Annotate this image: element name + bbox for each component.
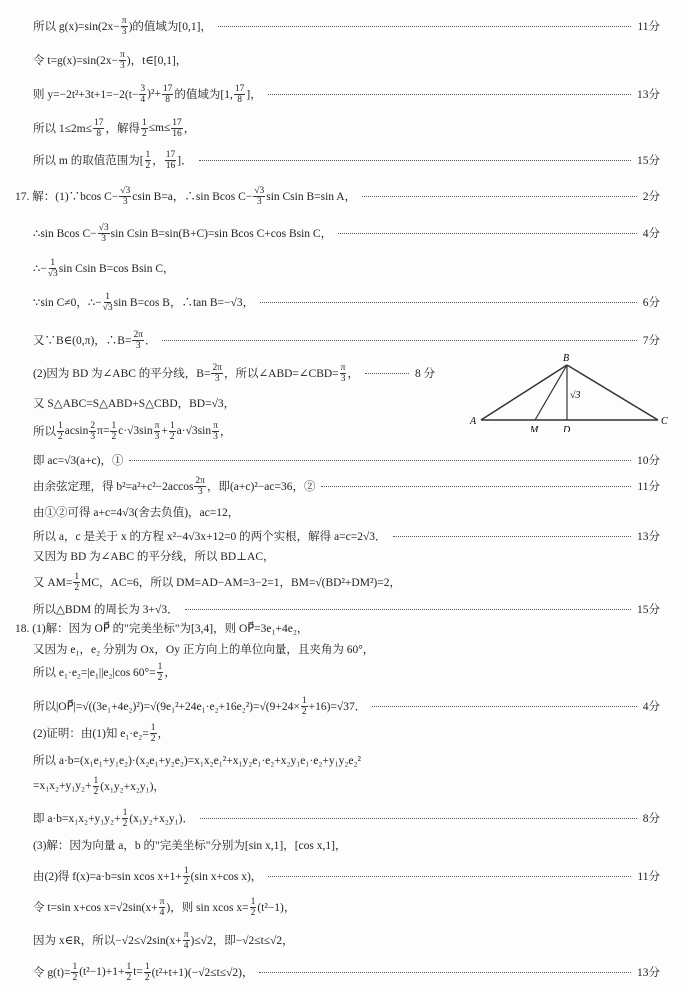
- text-segment: 所以|OP⃗|=√((3e₁+4e₂)²)=√(9e₁²+24e₁·e₂+16e₂²)=√(9+24×: [33, 701, 300, 713]
- solution-line: [33, 220, 660, 246]
- fraction: [71, 962, 78, 983]
- text-segment: 由①②可得 a+c=4√3(舍去负值)，ac=12，: [33, 507, 240, 519]
- text-segment: )≤√2，即−√2≤t≤√2，: [190, 935, 294, 947]
- text-segment: ≤m≤: [148, 122, 171, 134]
- line-text: [33, 258, 175, 279]
- numerator: π: [119, 49, 125, 60]
- dotted-leader: [372, 706, 637, 707]
- fraction: [57, 421, 64, 442]
- numerator: 1: [105, 291, 111, 302]
- solution-line: [33, 47, 660, 73]
- line-text: [33, 837, 346, 853]
- line-text: [33, 548, 275, 564]
- dotted-leader: [338, 233, 637, 234]
- fraction: [250, 897, 257, 918]
- denominator: 8: [96, 128, 102, 139]
- line-text: [33, 866, 262, 887]
- fraction: [183, 866, 190, 887]
- text-segment: ，: [347, 368, 359, 380]
- dotted-leader: [199, 160, 631, 161]
- line-text: [33, 150, 193, 171]
- score-points: 7分: [642, 335, 660, 347]
- solution-line: [33, 447, 660, 473]
- score-points: 13分: [637, 89, 660, 101]
- text-segment: ，: [219, 426, 232, 438]
- text-segment: 令 t=g(x)=sin(2x−: [33, 55, 118, 67]
- score-points: 13分: [637, 967, 660, 979]
- text-segment: 所以 a·b=(x₁e₁+y₁e₂)·(x₂e₁+y₂e₂)=x₁x₂e₁²+x₁y₂e₁·e₂+x₂y₁e₁·e₂+y₁y₂e₂²: [33, 755, 361, 767]
- text-segment: 又因为 BD 为∠ABC 的平分线，所以 BD⊥AC，: [33, 551, 275, 563]
- numerator: 17: [165, 149, 176, 160]
- fraction: [165, 150, 177, 171]
- fraction: [154, 421, 161, 442]
- numerator: 1: [141, 117, 147, 128]
- text-segment: 则 y=−2t²+3t+1=−2(t−: [33, 89, 139, 101]
- fraction: [89, 421, 96, 442]
- numerator: 1: [50, 257, 56, 268]
- numerator: π: [340, 362, 346, 373]
- numerator: 1: [74, 571, 80, 582]
- fraction: [169, 421, 176, 442]
- text-segment: ∵sin C≠0，∴−: [33, 297, 102, 309]
- line-text: [15, 186, 356, 207]
- solution-line: [33, 327, 660, 353]
- numerator: 1: [150, 722, 156, 733]
- numerator: π: [121, 15, 127, 26]
- text-segment: 所以: [33, 426, 56, 438]
- text-segment: +16)=√37．: [308, 701, 367, 713]
- solution-line: [33, 147, 660, 173]
- score-points: 15分: [637, 155, 660, 167]
- solution-line: [33, 289, 660, 315]
- fraction: [340, 363, 347, 384]
- denominator: 2: [111, 431, 117, 442]
- numerator: 1: [145, 149, 151, 160]
- fraction: [211, 363, 223, 384]
- score-points: 8分: [642, 813, 660, 825]
- denominator: 3: [340, 373, 346, 384]
- text-segment: ，解得: [105, 123, 140, 135]
- line-text: [33, 962, 253, 983]
- text-segment: (2)证明：由(1)知 e₁·e₂=: [33, 728, 149, 740]
- text-segment: 又 AM=: [33, 577, 73, 589]
- solution-line: [33, 773, 660, 799]
- text-segment: 又因为 e₁，e₂ 分别为 Ox，Oy 正方向上的单位向量，且夹角为 60°，: [33, 644, 375, 656]
- dotted-leader: [321, 486, 631, 487]
- label-d: D: [563, 425, 571, 432]
- score-points: 15分: [637, 604, 660, 616]
- score-points: 6分: [642, 297, 660, 309]
- text-segment: 所以 a，c 是关于 x 的方程 x²−4√3x+12=0 的两个实根，解得 a=c=2√3．: [33, 531, 387, 543]
- line-text: [33, 897, 295, 918]
- numerator: 1: [301, 695, 307, 706]
- text-segment: 所以 1≤2m≤: [33, 123, 92, 135]
- text-segment: π=: [97, 425, 110, 437]
- text-segment: 由(2)得 f(x)=a·b=sin xcos x+1+: [33, 871, 182, 883]
- fraction: [301, 696, 308, 717]
- solution-line: [33, 473, 660, 499]
- solution-line: [33, 832, 660, 858]
- fraction: [159, 897, 166, 918]
- text-segment: ∴sin Bcos C−: [33, 228, 97, 240]
- denominator: 3: [214, 373, 220, 384]
- line-text: [33, 16, 212, 37]
- fraction: [125, 962, 132, 983]
- text-segment: ，: [183, 123, 196, 135]
- text-segment: 令 t=sin x+cos x=√2sin(x+: [33, 902, 158, 914]
- dotted-leader: [365, 373, 409, 374]
- fraction: [93, 776, 100, 797]
- side-ab: [481, 365, 567, 420]
- numerator: 1: [72, 961, 78, 972]
- solution-line: [33, 693, 660, 719]
- fraction: [73, 572, 80, 593]
- text-segment: (3)解：因为向量 a，b 的"完美坐标"分别为[sin x,1]，[cos x,1]，: [33, 840, 347, 852]
- numerator: 1: [58, 420, 63, 431]
- side-bc: [567, 365, 658, 420]
- text-segment: ，: [152, 155, 164, 167]
- fraction: [93, 118, 105, 139]
- numerator: π: [159, 896, 165, 907]
- numerator: 1: [250, 896, 256, 907]
- denominator: 2: [301, 706, 307, 717]
- line-text: [33, 572, 401, 593]
- fraction: [162, 84, 174, 105]
- label-m: M: [530, 425, 539, 432]
- score-points: 4分: [642, 228, 660, 240]
- dotted-leader: [268, 94, 631, 95]
- denominator: 2: [126, 972, 132, 983]
- denominator: 3: [135, 340, 141, 351]
- denominator: 4: [159, 907, 165, 918]
- fraction: [110, 421, 117, 442]
- text-segment: 又∵B∈(0,π)，∴B=: [33, 335, 132, 347]
- dotted-leader: [393, 536, 631, 537]
- text-segment: sin B=cos B，∴tan B=−√3，: [113, 297, 255, 309]
- line-text: [15, 620, 308, 636]
- fraction: [139, 84, 146, 105]
- text-segment: ]．: [177, 155, 193, 167]
- score-points: 2分: [642, 191, 660, 203]
- text-segment: MC，AC=6，所以 DM=AD−AM=3−2=1，BM=√(BD²+DM²)=2，: [81, 577, 401, 589]
- score-points: 11分: [637, 871, 660, 883]
- numerator: 1: [126, 961, 132, 972]
- text-segment: 18. (1)解：因为 OP⃗ 的"完美坐标"为[3,4]，则 OP⃗=3e₁+4e₂，: [15, 623, 309, 635]
- numerator: 2π: [195, 475, 205, 486]
- line-text: [33, 752, 361, 768]
- numerator: 2: [90, 420, 96, 431]
- denominator: 2: [157, 672, 163, 683]
- text-segment: csin B=a，∴sin Bcos C−: [132, 191, 253, 203]
- numerator: 1: [111, 420, 117, 431]
- numerator: π: [213, 420, 218, 431]
- numerator: 2π: [212, 362, 222, 373]
- text-segment: sin Csin B=sin A，: [266, 191, 357, 203]
- line-text: [33, 776, 165, 797]
- fraction: [119, 50, 126, 71]
- text-segment: 所以 g(x)=sin(2x−: [33, 21, 120, 33]
- label-bd-length: √3: [570, 390, 581, 401]
- line-text: [33, 84, 262, 105]
- text-segment: 所以△BDM 的周长为 3+√3．: [33, 604, 179, 616]
- fraction: [150, 723, 157, 744]
- text-segment: (t²−1)，: [257, 902, 296, 914]
- text-segment: )²+: [147, 88, 161, 100]
- score-points: 11分: [637, 481, 660, 493]
- solution-line: [33, 659, 660, 685]
- numerator: 17: [234, 83, 245, 94]
- dotted-leader: [260, 302, 637, 303]
- dotted-leader: [259, 972, 631, 973]
- numerator: 1: [157, 661, 163, 672]
- text-segment: ]，: [246, 89, 262, 101]
- line-text: [33, 476, 315, 497]
- denominator: 3: [256, 196, 262, 207]
- text-segment: t=: [133, 966, 143, 978]
- dotted-leader: [200, 818, 637, 819]
- score-points: 4分: [642, 701, 660, 713]
- text-segment: 所以 m 的取值范围为[: [33, 155, 144, 167]
- text-segment: acsin: [64, 425, 89, 437]
- line-text: [33, 662, 176, 683]
- text-segment: (x₁y₂+x₂y₁)，: [100, 781, 165, 793]
- solution-line: [33, 543, 660, 569]
- line-text: [33, 930, 294, 951]
- denominator: 4: [140, 94, 146, 105]
- text-segment: (t²+t+1)(−√2≤t≤√2)，: [151, 967, 254, 979]
- denominator: 3: [154, 431, 160, 442]
- fraction: [253, 186, 265, 207]
- fraction: [212, 421, 219, 442]
- text-segment: (t²−1)+1+: [79, 966, 125, 978]
- numerator: 2π: [133, 329, 143, 340]
- denominator: 3: [213, 431, 218, 442]
- fraction: [121, 16, 128, 37]
- solution-line: [33, 927, 660, 953]
- numerator: 1: [144, 961, 150, 972]
- denominator: 3: [101, 233, 107, 244]
- numerator: √3: [254, 185, 265, 196]
- denominator: 3: [90, 431, 96, 442]
- numerator: π: [183, 929, 189, 940]
- text-segment: 17. 解：(1)∵bcos C−: [15, 191, 119, 203]
- solution-line: [33, 81, 660, 107]
- line-text: [33, 504, 239, 520]
- fraction: [145, 150, 152, 171]
- line-text: [33, 421, 231, 442]
- fraction: [48, 258, 58, 279]
- score-points: 11分: [637, 21, 660, 33]
- denominator: 2: [150, 733, 156, 744]
- text-segment: 由余弦定理，得 b²=a²+c²−2accos: [33, 481, 194, 493]
- fraction: [132, 330, 144, 351]
- text-segment: 因为 x∈R，所以−√2≤√2sin(x+: [33, 935, 182, 947]
- numerator: 17: [172, 117, 182, 128]
- solution-line: [33, 255, 660, 281]
- denominator: 2: [250, 907, 256, 918]
- denominator: 8: [237, 94, 242, 105]
- text-segment: (2)因为 BD 为∠ABC 的平分线，B=: [33, 368, 211, 380]
- denominator: 3: [122, 196, 128, 207]
- denominator: 2: [145, 160, 151, 171]
- fraction: [194, 476, 206, 497]
- solution-line: [33, 499, 660, 525]
- text-segment: ∴−: [33, 263, 47, 275]
- denominator: 16: [172, 128, 182, 139]
- solution-line: [33, 115, 660, 141]
- dotted-leader: [162, 340, 636, 341]
- numerator: 1: [183, 865, 189, 876]
- line-text: [33, 223, 332, 244]
- denominator: 2: [58, 431, 63, 442]
- label-c: C: [661, 416, 668, 427]
- score-points: 8 分: [414, 368, 436, 380]
- numerator: 17: [162, 83, 173, 94]
- solution-line: [33, 720, 660, 746]
- text-segment: 所以 e₁·e₂=|e₁||e₂|cos 60°=: [33, 667, 156, 679]
- line-text: [33, 452, 123, 468]
- text-segment: 即 ac=√3(a+c)，①: [33, 455, 124, 467]
- fraction: [141, 118, 148, 139]
- dotted-leader: [129, 460, 631, 461]
- text-segment: )的值域为[0,1]，: [128, 21, 212, 33]
- denominator: 2: [183, 876, 189, 887]
- denominator: 3: [119, 60, 125, 71]
- denominator: 4: [183, 940, 189, 951]
- text-segment: sin Csin B=sin(B+C)=sin Bcos C+cos Bsin C，: [110, 228, 333, 240]
- text-segment: 又 S△ABC=S△ABD+S△CBD，BD=√3，: [33, 398, 236, 410]
- fraction: [103, 292, 113, 313]
- text-segment: ，: [157, 728, 169, 740]
- denominator: 3: [197, 486, 203, 497]
- denominator: 2: [169, 431, 175, 442]
- solution-line: [33, 863, 660, 889]
- text-segment: =x₁x₂+y₁y₂+: [33, 780, 92, 792]
- fraction: [183, 930, 190, 951]
- solution-line: [33, 747, 660, 773]
- fraction: [144, 962, 151, 983]
- denominator: √3: [102, 302, 113, 313]
- segment-bm: [535, 365, 567, 420]
- line-text: [33, 118, 195, 139]
- solution-line: [15, 183, 660, 209]
- dotted-leader: [185, 609, 631, 610]
- label-b: B: [563, 353, 570, 364]
- text-segment: )，t∈[0,1]，: [126, 55, 188, 67]
- denominator: 2: [72, 972, 78, 983]
- denominator: 2: [93, 786, 99, 797]
- text-segment: sin Csin B=cos Bsin C，: [58, 263, 175, 275]
- fraction: [157, 662, 164, 683]
- numerator: √3: [120, 185, 131, 196]
- dotted-leader: [218, 26, 631, 27]
- solution-line: [33, 13, 660, 39]
- fraction: [122, 808, 129, 829]
- score-points: 13分: [637, 531, 660, 543]
- line-text: [33, 696, 366, 717]
- fraction: [119, 186, 131, 207]
- denominator: 2: [122, 818, 128, 829]
- solution-line: [33, 959, 660, 985]
- score-points: 10分: [637, 455, 660, 467]
- numerator: √3: [98, 222, 109, 233]
- label-a: A: [470, 416, 477, 427]
- dotted-leader: [362, 196, 637, 197]
- text-segment: a·√3sin: [176, 425, 212, 437]
- text-segment: c·√3sin: [118, 425, 153, 437]
- denominator: 2: [144, 972, 150, 983]
- solution-line: [33, 569, 660, 595]
- solution-line: [33, 805, 660, 831]
- text-segment: 即 a·b=x₁x₂+y₁y₂+: [33, 813, 121, 825]
- denominator: 16: [165, 160, 176, 171]
- numerator: 1: [93, 775, 99, 786]
- line-text: [33, 723, 169, 744]
- denominator: 2: [74, 582, 80, 593]
- denominator: 8: [165, 94, 171, 105]
- text-segment: (sin x+cos x)，: [190, 871, 263, 883]
- line-text: [33, 363, 359, 384]
- fraction: [234, 84, 246, 105]
- text-segment: (x₁y₂+x₂y₁)．: [129, 813, 194, 825]
- solution-line: [33, 894, 660, 920]
- text-segment: ，即(a+c)²−ac=36，②: [206, 481, 316, 493]
- line-text: [33, 808, 194, 829]
- text-segment: ，: [164, 667, 176, 679]
- numerator: π: [154, 420, 160, 431]
- text-segment: +: [161, 425, 168, 437]
- line-text: [33, 528, 387, 544]
- text-segment: 的值域为[1,: [174, 89, 233, 101]
- text-segment: )，则 sin xcos x=: [166, 902, 249, 914]
- numerator: 1: [122, 807, 128, 818]
- line-text: [33, 641, 374, 657]
- fraction: [171, 118, 183, 139]
- denominator: 3: [121, 26, 127, 37]
- numerator: 17: [93, 117, 104, 128]
- text-segment: ．: [144, 335, 157, 347]
- line-text: [33, 395, 235, 411]
- numerator: 3: [140, 83, 146, 94]
- text-segment: 令 g(t)=: [33, 967, 71, 979]
- line-text: [33, 292, 254, 313]
- dotted-leader: [268, 876, 631, 877]
- line-text: [33, 330, 156, 351]
- denominator: 2: [141, 128, 147, 139]
- denominator: √3: [47, 268, 58, 279]
- fraction: [98, 223, 110, 244]
- triangle-figure: [460, 352, 670, 432]
- text-segment: ，所以∠ABD=∠CBD=: [224, 368, 339, 380]
- numerator: 1: [169, 420, 175, 431]
- line-text: [33, 50, 187, 71]
